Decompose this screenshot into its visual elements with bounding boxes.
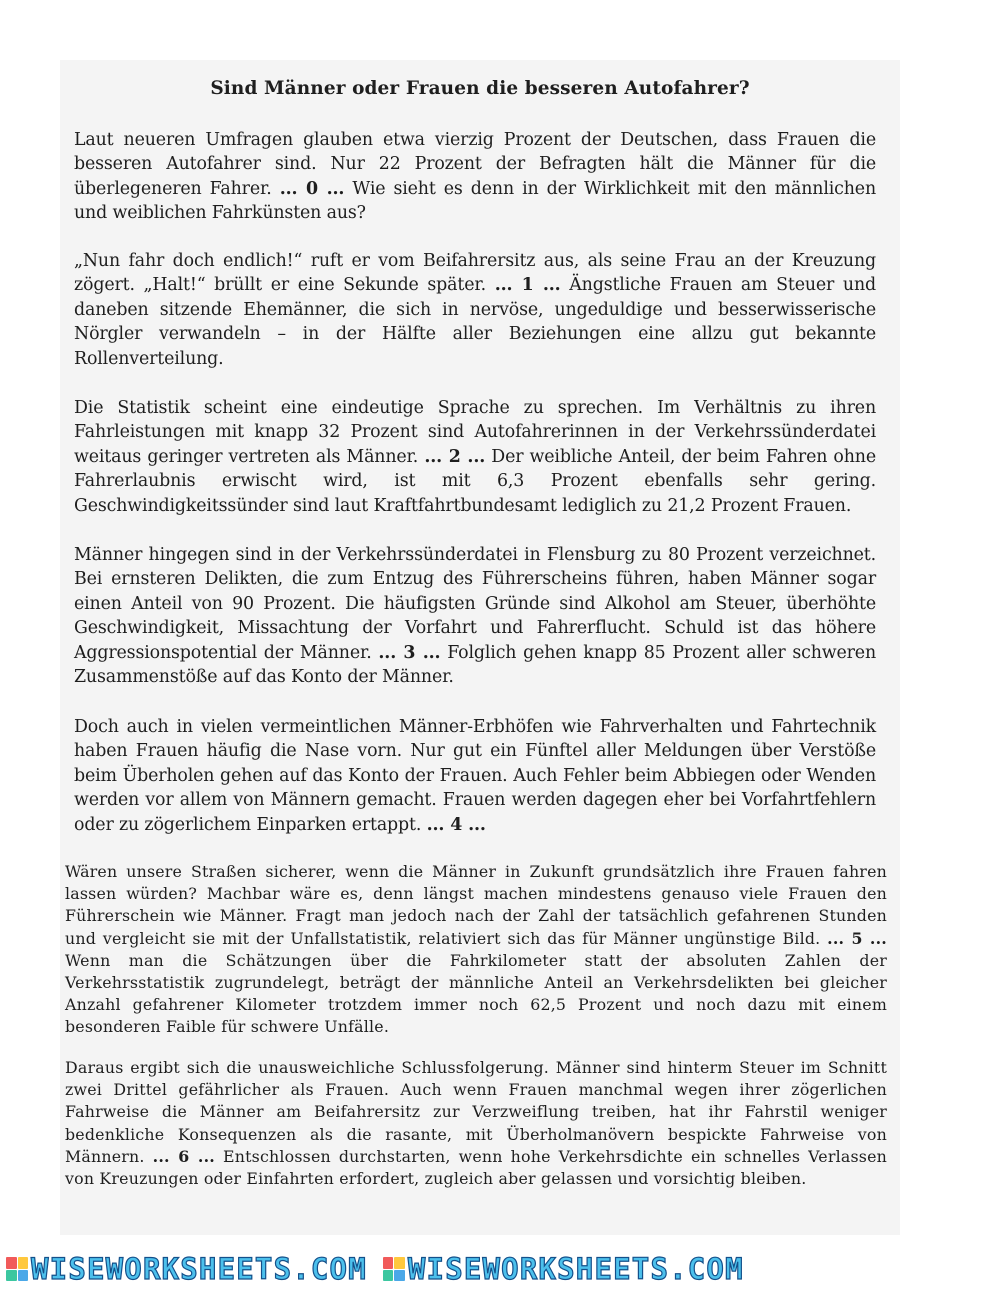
paragraph-2-text-end: Ängstliche Frauen am Steuer und daneben sitzende Ehemänner, die sich in nervöse, ungeduldige und besserwisserische Nörgler verwandeln – in der Hälfte aller Beziehungen eine allzu gut bekannte Rollenverteilung. bbox=[74, 275, 877, 369]
logo-square-green bbox=[383, 1270, 394, 1282]
gap-marker-4: ... 4 ... bbox=[426, 814, 486, 835]
logo-square-blue bbox=[394, 1270, 405, 1282]
paragraph-1 bbox=[74, 128, 876, 226]
paragraph-6 bbox=[65, 861, 887, 1039]
paragraph-6-text-end: Wenn man die Schätzungen über die Fahrkilometer statt der absoluten Zahlen der Verkehrsstatistik zugrundelegt, beträgt der männliche Anteil an Verkehrsdelikten bei gleicher Anzahl gefahrener Kilometer trotzdem immer noch 62,5 Prozent und noch dazu mit einem besonderen Faible für schwere Unfälle. bbox=[65, 950, 887, 1037]
paragraph-5-text: Doch auch in vielen vermeintlichen Männer-Erbhöfen wie Fahrverhalten und Fahrtechnik haben Frauen häufig die Nase vorn. Nur gut ein Fünftel aller Meldungen über Verstöße beim Überholen gehen auf das Konto der Frauen. Auch Fehler beim Abbiegen oder Wenden werden vor allem von Männern gemacht. Frauen werden dagegen eher bei Vorfahrtfehlern oder zu zögerlichem Einparken ertappt. bbox=[74, 717, 876, 835]
document-title: Sind Männer oder Frauen die besseren Autofahrer? bbox=[210, 78, 750, 99]
gap-marker-1: ... 1 ... bbox=[494, 275, 561, 296]
logo-square-red bbox=[383, 1257, 394, 1269]
paragraph-3-text-end: Der weibliche Anteil, der beim Fahren ohne Fahrerlaubnis erwischt wird, ist mit 6,3 Prozent ebenfalls sehr gering. Geschwindigkeitssünder sind laut Kraftfahrtbundesamt lediglich zu 21,2 Prozent Frauen. bbox=[74, 446, 876, 516]
gap-marker-3: ... 3 ... bbox=[378, 642, 441, 663]
brand-logo-icon bbox=[6, 1257, 28, 1281]
brand-text: WISEWORKSHEETS.COM bbox=[407, 1252, 744, 1286]
logo-square-red bbox=[6, 1257, 17, 1269]
paragraph-1-text-end: Wie sieht es denn in der Wirklichkeit mit den männlichen und weiblichen Fahrkünsten aus? bbox=[74, 178, 877, 224]
paragraph-2 bbox=[74, 249, 876, 371]
gap-marker-6: ... 6 ... bbox=[152, 1146, 215, 1166]
brand-watermark-2 bbox=[377, 1253, 744, 1285]
logo-square-green bbox=[6, 1270, 17, 1282]
paragraph-3-text: Die Statistik scheint eine eindeutige Sprache zu sprechen. Im Verhältnis zu ihren Fahrleistungen mit knapp 32 Prozent sind Autofahrerinnen in der Verkehrssünderdatei weitaus geringer vertreten als Männer. bbox=[74, 398, 876, 467]
paragraph-7 bbox=[65, 1057, 887, 1190]
paragraph-6-text: Wären unsere Straßen sicherer, wenn die Männer in Zukunft grundsätzlich ihre Frauen fahren lassen würden? Machbar wäre es, denn längst machen mindestens genauso viele Frauen den Führerschein wie Männer. Fragt man jedoch nach der Zahl der tatsächlich gefahrenen Stunden und vergleicht sie mit der Unfallstatistik, relativiert sich das für Männer ungünstige Bild. bbox=[65, 862, 887, 948]
paragraph-1-text: Laut neueren Umfragen glauben etwa vierzig Prozent der Deutschen, dass Frauen die besseren Autofahrer sind. Nur 22 Prozent der Befragten hält die Männer für die überlegeneren Fahrer. bbox=[74, 130, 876, 199]
paragraph-2-text: „Nun fahr doch endlich!“ ruft er vom Beifahrersitz aus, als seine Frau an der Kreuzung zögert. „Halt!“ brüllt er eine Sekunde später. bbox=[74, 251, 876, 296]
gap-marker-0: ... 0 ... bbox=[279, 178, 345, 199]
logo-square-blue bbox=[18, 1270, 29, 1282]
watermark-footer bbox=[0, 1253, 1000, 1285]
paragraph-7-text-end: Entschlossen durchstarten, wenn hohe Verkehrsdichte ein schnelles Verlassen von Kreuzungen oder Einfahrten erfordert, zugleich aber gelassen und vorsichtig bleiben. bbox=[65, 1146, 887, 1189]
paragraph-4-text-end: Folglich gehen knapp 85 Prozent aller schweren Zusammenstöße auf das Konto der Männer. bbox=[74, 642, 876, 688]
paragraph-5 bbox=[74, 715, 876, 837]
gap-marker-2: ... 2 ... bbox=[424, 446, 486, 467]
paragraph-3 bbox=[74, 396, 876, 518]
brand-logo-icon bbox=[383, 1257, 405, 1281]
gap-marker-5: ... 5 ... bbox=[827, 928, 887, 948]
brand-watermark-1 bbox=[0, 1253, 367, 1285]
worksheet-page bbox=[60, 60, 900, 1235]
brand-text: WISEWORKSHEETS.COM bbox=[31, 1252, 367, 1286]
logo-square-yellow bbox=[394, 1257, 405, 1269]
paragraph-4-text: Männer hingegen sind in der Verkehrssünderdatei in Flensburg zu 80 Prozent verzeichnet. Bei ernsteren Delikten, die zum Entzug des Führerscheins führen, haben Männer sogar einen Anteil von 90 Prozent. Die häufigsten Gründe sind Alkohol am Steuer, überhöhte Geschwindigkeit, Missachtung der Vorfahrt und Fahrerflucht. Schuld ist das höhere Aggressionspotential der Männer. bbox=[74, 545, 876, 663]
logo-square-yellow bbox=[18, 1257, 29, 1269]
paragraph-4 bbox=[74, 543, 876, 689]
paragraph-7-text: Daraus ergibt sich die unausweichliche Schlussfolgerung. Männer sind hinterm Steuer im Schnitt zwei Drittel gefährlicher als Frauen. Auch wenn Frauen manchmal wegen ihrer zögerlichen Fahrweise die Männer am Beifahrersitz zur Verzweiflung treiben, hat ihr Fahrstil weniger bedenkliche Konsequenzen als die rasante, mit Überholmanövern bespickte Fahrweise von Männern. bbox=[65, 1058, 887, 1166]
